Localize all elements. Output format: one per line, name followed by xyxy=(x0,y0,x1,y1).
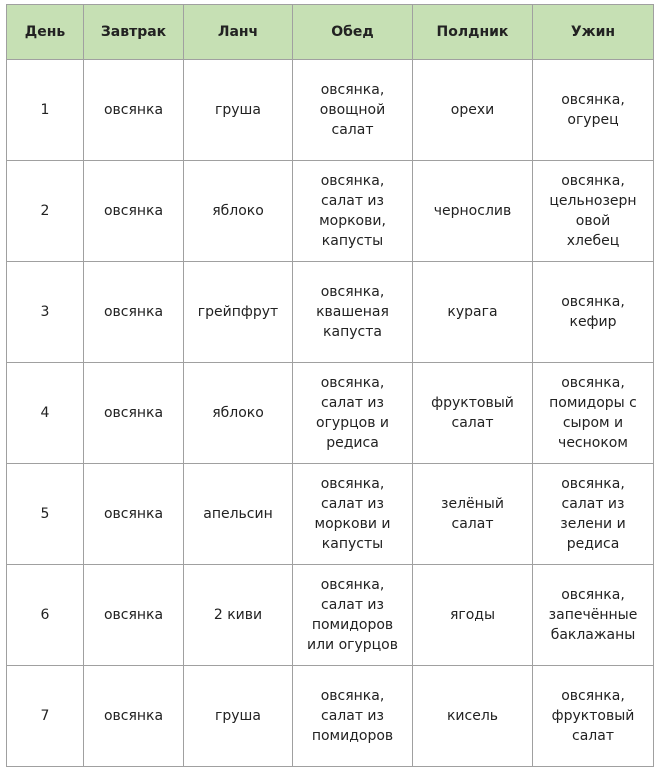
cell-supper xyxy=(533,60,654,161)
cell-day xyxy=(7,262,84,363)
cell-afternoon-snack xyxy=(413,161,533,262)
cell-text: 7 xyxy=(40,708,50,724)
table-row xyxy=(7,363,654,464)
cell-breakfast xyxy=(84,464,184,565)
cell-day xyxy=(7,363,84,464)
cell-supper xyxy=(533,161,654,262)
cell-lunch-snack xyxy=(184,363,293,464)
cell-supper xyxy=(533,666,654,767)
cell-text: овсянка, кефир xyxy=(561,294,625,330)
cell-text: овсянка xyxy=(103,506,164,522)
cell-text: овсянка, квашеная капуста xyxy=(316,284,389,340)
cell-breakfast xyxy=(84,60,184,161)
cell-afternoon-snack xyxy=(413,666,533,767)
cell-dinner xyxy=(293,363,413,464)
table-row xyxy=(7,666,654,767)
cell-text: овсянка xyxy=(103,708,164,724)
cell-dinner xyxy=(293,60,413,161)
cell-breakfast xyxy=(84,666,184,767)
cell-text: овсянка, салат из моркови и капусты xyxy=(314,476,391,552)
cell-text: яблоко xyxy=(212,405,264,421)
cell-text: овсянка xyxy=(103,607,164,623)
cell-text: 1 xyxy=(40,102,50,118)
cell-supper xyxy=(533,363,654,464)
cell-text: 5 xyxy=(40,506,50,522)
cell-afternoon-snack xyxy=(413,262,533,363)
header-supper: Ужин xyxy=(533,5,654,60)
table-row xyxy=(7,161,654,262)
cell-text: фруктовый салат xyxy=(431,395,514,431)
cell-lunch-snack xyxy=(184,262,293,363)
cell-text: 4 xyxy=(40,405,50,421)
table-row xyxy=(7,464,654,565)
cell-text: 6 xyxy=(40,607,50,623)
cell-day xyxy=(7,161,84,262)
table-body xyxy=(7,60,654,767)
cell-dinner xyxy=(293,464,413,565)
table-row xyxy=(7,60,654,161)
cell-supper xyxy=(533,565,654,666)
cell-lunch-snack xyxy=(184,464,293,565)
cell-supper xyxy=(533,464,654,565)
cell-text: 3 xyxy=(40,304,50,320)
cell-text: яблоко xyxy=(212,203,264,219)
cell-text: орехи xyxy=(450,102,495,118)
cell-text: курага xyxy=(447,304,498,320)
cell-text: овсянка xyxy=(103,203,164,219)
cell-text: овсянка, фруктовый салат xyxy=(551,688,635,744)
cell-text: чернослив xyxy=(433,203,512,219)
cell-breakfast xyxy=(84,363,184,464)
table-row xyxy=(7,262,654,363)
cell-day xyxy=(7,464,84,565)
header-dinner: Обед xyxy=(293,5,413,60)
cell-breakfast xyxy=(84,262,184,363)
cell-day xyxy=(7,666,84,767)
cell-dinner xyxy=(293,262,413,363)
cell-text: кисель xyxy=(446,708,499,724)
cell-text: овсянка xyxy=(103,102,164,118)
cell-text: ягоды xyxy=(449,607,496,623)
cell-text: 2 киви xyxy=(213,607,263,623)
cell-lunch-snack xyxy=(184,565,293,666)
cell-text: овсянка, салат из зелени и редиса xyxy=(560,476,626,552)
cell-text: овсянка, запечённые баклажаны xyxy=(548,587,638,643)
cell-text: овсянка xyxy=(103,304,164,320)
cell-text: овсянка, салат из помидоров или огурцов xyxy=(306,577,399,653)
cell-text: овсянка, салат из моркови, капусты xyxy=(319,173,386,249)
cell-text: апельсин xyxy=(203,506,273,522)
cell-afternoon-snack xyxy=(413,363,533,464)
cell-dinner xyxy=(293,161,413,262)
cell-text: овсянка, огурец xyxy=(561,92,625,128)
cell-text: овсянка xyxy=(103,405,164,421)
table-row xyxy=(7,565,654,666)
header-breakfast: Завтрак xyxy=(84,5,184,60)
meal-plan-table xyxy=(6,4,654,767)
cell-text: груша xyxy=(215,102,261,118)
cell-lunch-snack xyxy=(184,161,293,262)
cell-afternoon-snack xyxy=(413,565,533,666)
cell-lunch-snack xyxy=(184,60,293,161)
cell-text: овсянка, цельнозерн овой хлебец xyxy=(549,173,637,249)
cell-afternoon-snack xyxy=(413,464,533,565)
cell-text: грейпфрут xyxy=(197,304,279,320)
header-lunch-snack: Ланч xyxy=(184,5,293,60)
cell-lunch-snack xyxy=(184,666,293,767)
cell-text: 2 xyxy=(40,203,50,219)
cell-dinner xyxy=(293,565,413,666)
cell-text: груша xyxy=(215,708,261,724)
cell-text: овсянка, салат из огурцов и редиса xyxy=(316,375,389,451)
cell-day xyxy=(7,60,84,161)
cell-dinner xyxy=(293,666,413,767)
cell-text: овсянка, помидоры с сыром и чесноком xyxy=(549,375,637,451)
cell-breakfast xyxy=(84,565,184,666)
cell-text: зелёный салат xyxy=(441,496,504,532)
table-header xyxy=(7,5,654,60)
header-row xyxy=(7,5,654,60)
header-afternoon-snack: Полдник xyxy=(413,5,533,60)
cell-afternoon-snack xyxy=(413,60,533,161)
cell-text: овсянка, овощной салат xyxy=(319,82,386,138)
cell-day xyxy=(7,565,84,666)
cell-text: овсянка, салат из помидоров xyxy=(311,688,394,744)
cell-breakfast xyxy=(84,161,184,262)
cell-supper xyxy=(533,262,654,363)
header-day: День xyxy=(7,5,84,60)
